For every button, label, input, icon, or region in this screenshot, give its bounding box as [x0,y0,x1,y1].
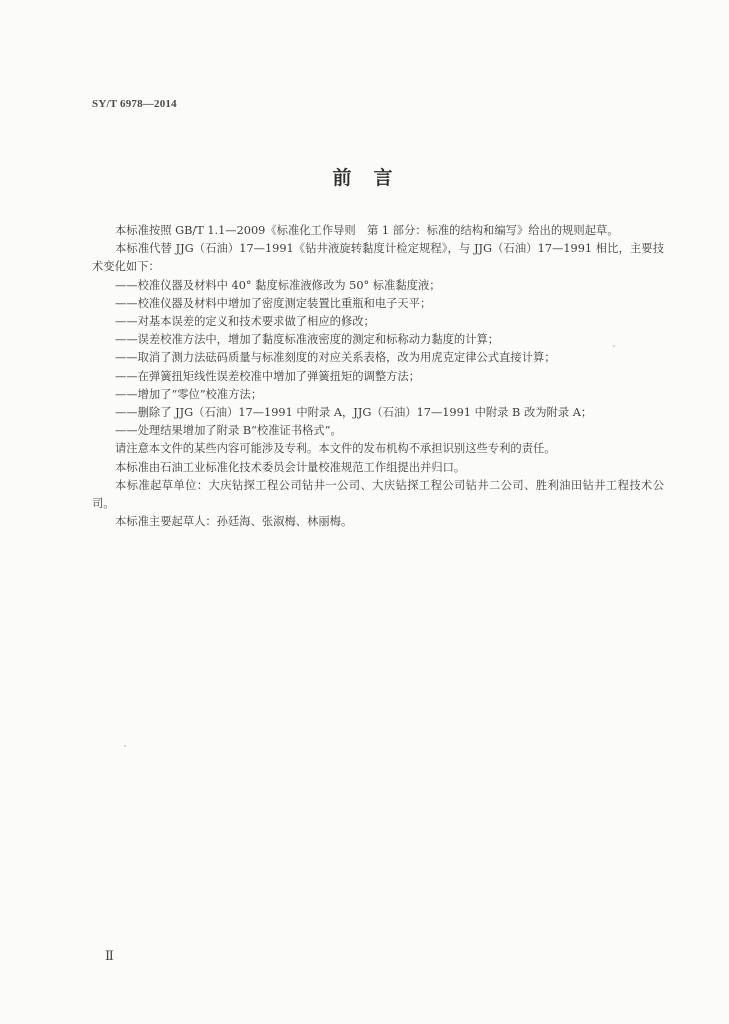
scan-speck [613,345,615,347]
change-item: ——删除了 JJG（石油）17—1991 中附录 A，JJG（石油）17—1991 中附录 B 改为附录 A； [115,406,593,420]
change-item: ——增加了“零位”校准方法； [115,387,263,401]
change-item: ——误差校准方法中，增加了黏度标准液密度的测定和标称动力黏度的计算； [115,333,500,347]
change-item: ——校准仪器及材料中增加了密度测定装置比重瓶和电子天平； [115,296,432,310]
scan-speck [124,745,126,747]
change-item: ——校准仪器及材料中 40° 黏度标准液修改为 50° 标准黏度液； [115,278,441,292]
paragraph-replacement: 本标准代替 JJG（石油）17—1991《钻井液旋转黏度计检定规程》，与 JJG（石油）17—1991 相比，主要技术变化如下： [92,242,664,274]
paragraph-drafting-units: 本标准起草单位：大庆钻探工程公司钻井一公司、大庆钻探工程公司钻井二公司、胜利油田钻井工程技术公司。 [92,478,664,511]
change-item: ——处理结果增加了附录 B“校准证书格式”。 [115,424,342,438]
change-item: ——对基本误差的定义和技术要求做了相应的修改； [115,315,375,329]
paragraph-proposer: 本标准由石油工业标准化技术委员会计量校准规范工作组提出并归口。 [115,460,466,474]
page-number: Ⅱ [105,948,114,963]
paragraph-drafters: 本标准主要起草人：孙廷海、张淑梅、林丽梅。 [115,515,353,529]
change-item: ——在弹簧扭矩线性误差校准中增加了弹簧扭矩的调整方法； [115,369,421,383]
change-item: ——取消了测力法砝码质量与标准刻度的对应关系表格，改为用虎克定律公式直接计算； [115,351,556,365]
page-title: 前言 [332,167,415,189]
standard-code: SY/T 6978—2014 [92,98,177,110]
paragraph-drafting-rules: 本标准按照 GB/T 1.1—2009《标准化工作导则 第 1 部分：标准的结构和编写》给出的规则起草。 [115,224,619,237]
paragraph-patent-notice: 请注意本文件的某些内容可能涉及专利。本文件的发布机构不承担识别这些专利的责任。 [115,442,556,456]
foreword-body [92,222,664,531]
